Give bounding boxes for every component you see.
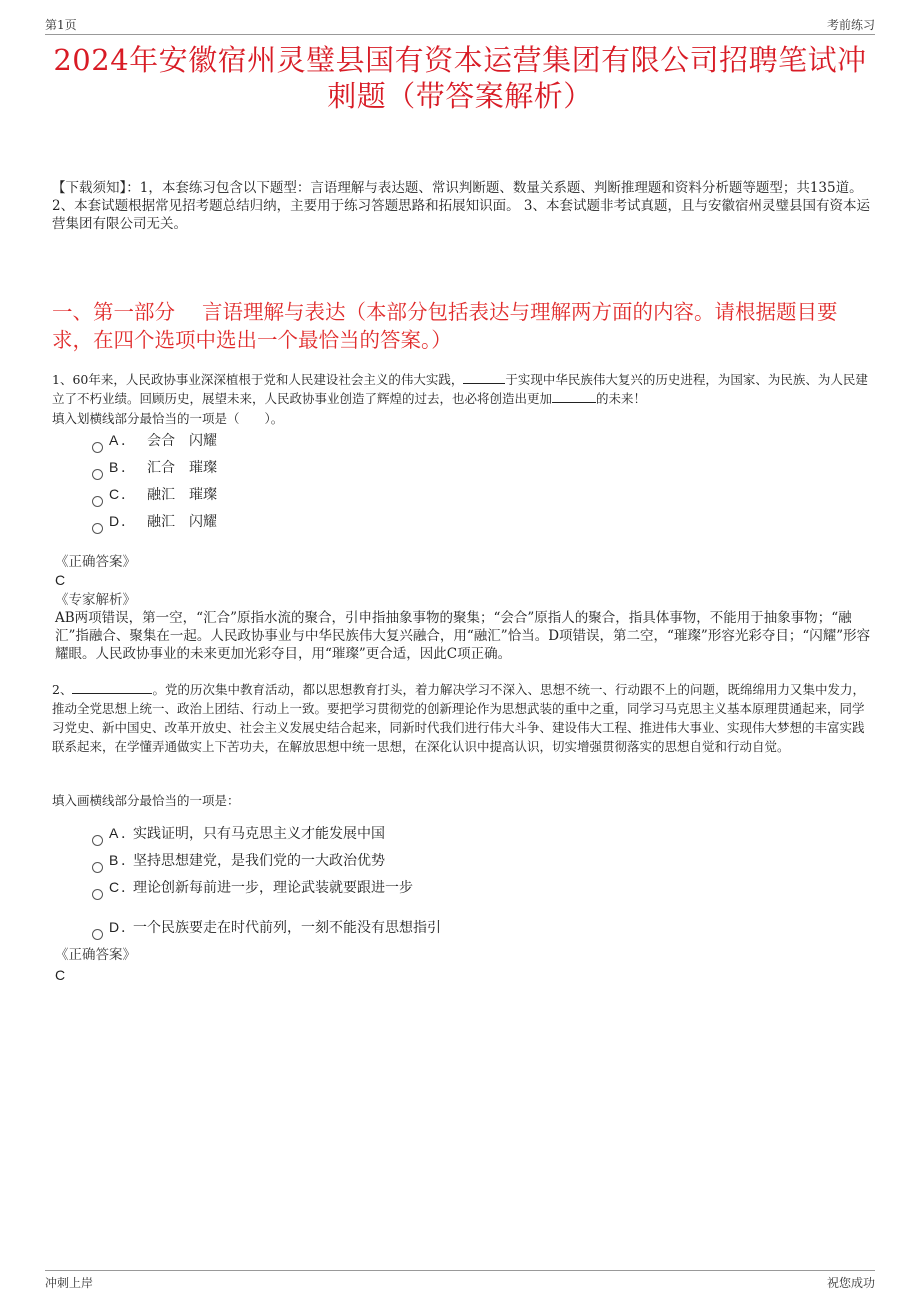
option-text: 理论创新每前进一步，理论武装就要跟进一步 xyxy=(133,880,413,896)
radio-icon[interactable] xyxy=(92,889,103,900)
option-letter: A xyxy=(109,825,119,841)
document-title: 2024年安徽宿州灵璧县国有资本运营集团有限公司招聘笔试冲刺题（带答案解析） xyxy=(53,43,867,113)
header-label: 考前练习 xyxy=(826,18,875,32)
question-1-option-d[interactable]: D . 融汇 闪耀 xyxy=(92,511,217,531)
radio-icon[interactable] xyxy=(92,523,103,534)
radio-icon[interactable] xyxy=(92,469,103,480)
question-2-option-b[interactable]: B . 坚持思想建党，是我们党的一大政治优势 xyxy=(92,850,385,870)
question-1-blank-2 xyxy=(552,390,596,403)
question-2-stem xyxy=(52,680,872,756)
footer-left-label: 冲刺上岸 xyxy=(45,1276,94,1290)
question-1-answer-label: 《正确答案》 xyxy=(55,554,136,570)
radio-icon[interactable] xyxy=(92,496,103,507)
question-2-stem-part1: 2、 xyxy=(52,682,73,697)
question-2-prompt: 填入画横线部分最恰当的一项是： xyxy=(52,793,240,808)
page-number: 第1页 xyxy=(45,18,77,32)
question-1-option-c[interactable]: C . 融汇 璀璨 xyxy=(92,484,217,504)
question-1-option-a[interactable]: A . 会合 闪耀 xyxy=(92,430,217,450)
question-2-blank xyxy=(72,681,152,694)
question-1-option-b[interactable]: B . 汇合 璀璨 xyxy=(92,457,217,477)
radio-icon[interactable] xyxy=(92,835,103,846)
question-1-analysis: AB两项错误，第一空，“汇合”原指水流的聚合，引申指抽象事物的聚集；“会合”原指人的聚合，指具体事物，不能用于抽象事物；“融汇”指融合、聚集在一起。人民政协事业与中华民族伟大复兴融合，用“融汇”恰当。D项错误，第二空，“璀璨”形容光彩夺目；“闪耀”形容耀眼。人民政协事业的未来更加光彩夺目，用“璀璨”更合适，因此C项正确。 xyxy=(55,610,871,662)
question-2-option-a[interactable]: A . 实践证明，只有马克思主义才能发展中国 xyxy=(92,823,385,843)
option-text: 汇合 璀璨 xyxy=(147,460,217,476)
question-2-option-d[interactable]: D . 一个民族要走在时代前列，一刻不能没有思想指引 xyxy=(92,917,441,937)
radio-icon[interactable] xyxy=(92,929,103,940)
question-1-answer: C xyxy=(55,572,66,588)
question-1-prompt: 填入划横线部分最恰当的一项是（ ）。 xyxy=(52,411,284,426)
question-2-stem-part2: 。党的历次集中教育活动，都以思想教育打头，着力解决学习不深入、思想不统一、行动跟不上的问题，既绵绵用力又集中发力，推动全党思想上统一、政治上团结、行动上一致。要把学习贯彻党的创新理论作为思想武装的重中之重，同学习马克思主义基本原理贯通起来，同学习党史、新中国史、改革开放史、社会主义发展史结合起来，同新时代我们进行伟大斗争、建设伟大工程、推进伟大事业、实现伟大梦想的丰富实践联系起来，在学懂弄通做实上下苦功夫，在解放思想中统一思想，在深化认识中提高认识，切实增强贯彻落实的思想自觉和行动自觉。 xyxy=(52,682,865,754)
radio-icon[interactable] xyxy=(92,862,103,873)
question-2-answer: C xyxy=(55,967,66,983)
option-letter: A xyxy=(109,432,119,448)
question-1-stem xyxy=(52,370,872,408)
question-1-stem-part1: 1、60年来，人民政协事业深深植根于党和人民建设社会主义的伟大实践， xyxy=(52,372,464,387)
question-1-blank-1 xyxy=(463,371,505,384)
question-1-analysis-label: 《专家解析》 xyxy=(55,592,136,608)
option-letter: C xyxy=(109,486,120,502)
option-letter: B xyxy=(109,459,119,475)
page-footer xyxy=(45,1270,875,1291)
question-2-answer-label: 《正确答案》 xyxy=(55,947,136,963)
question-1-stem-part2: 于实现中华民族伟大复兴的历史进程，为国家、为民族、为人民建立了不朽业绩。回顾历史，展望未来，人民政协事业创造了辉煌的过去，也必将创造出更加 xyxy=(52,372,868,406)
download-notice: 【下载须知】：1，本套练习包含以下题型：言语理解与表达题、常识判断题、数量关系题、判断推理题和资料分析题等题型；共135道。 2、本套试题根据常见招考题总结归纳，主要用于练习答题思路和拓展知识面。 3、本套试题非考试真题，且与安徽宿州灵璧县国有资本运营集团有限公司无关。 xyxy=(52,180,870,232)
option-text: 会合 闪耀 xyxy=(147,433,217,449)
option-text: 实践证明，只有马克思主义才能发展中国 xyxy=(133,826,385,842)
option-text: 融汇 闪耀 xyxy=(147,514,217,530)
option-letter: B xyxy=(109,852,119,868)
option-text: 坚持思想建党，是我们党的一大政治优势 xyxy=(133,853,385,869)
section-title: 一、第一部分 言语理解与表达（本部分包括表达与理解两方面的内容。请根据题目要求，在四个选项中选出一个最恰当的答案。） xyxy=(52,300,838,352)
page-header xyxy=(45,14,875,35)
option-text: 一个民族要走在时代前列，一刻不能没有思想指引 xyxy=(133,920,441,936)
option-text: 融汇 璀璨 xyxy=(147,487,217,503)
footer-right-label: 祝您成功 xyxy=(826,1276,875,1290)
question-2-option-c[interactable]: C . 理论创新每前进一步，理论武装就要跟进一步 xyxy=(92,877,413,897)
option-letter: D xyxy=(109,513,120,529)
radio-icon[interactable] xyxy=(92,442,103,453)
option-letter: D xyxy=(109,919,120,935)
option-letter: C xyxy=(109,879,120,895)
question-1-stem-part3: 的未来！ xyxy=(596,391,647,406)
